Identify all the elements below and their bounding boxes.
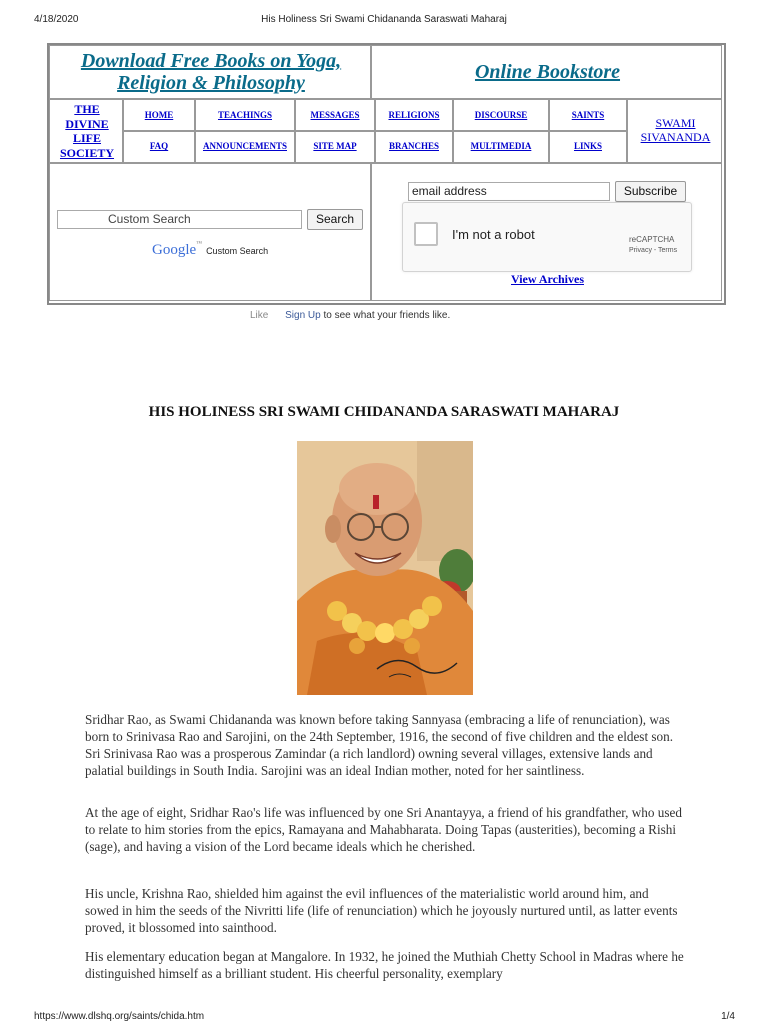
- online-bookstore-cell: [371, 45, 722, 99]
- search-button[interactable]: Search: [307, 209, 363, 230]
- swami-sivananda-line1[interactable]: SWAMI: [655, 116, 696, 130]
- nav-religions[interactable]: RELIGIONS: [388, 110, 440, 120]
- dls-line-1[interactable]: THE: [74, 102, 100, 116]
- print-footer-url: https://www.dlshq.org/saints/chida.htm: [34, 1011, 205, 1022]
- dls-line-3[interactable]: LIFE: [72, 131, 101, 145]
- article-paragraph-4: His elementary education began at Mangalore. In 1932, he joined the Muthiah Chetty School in Madras where he distinguished himself as a brilliant student. His cheerful personality, exemplary: [85, 949, 684, 981]
- search-cell: [49, 163, 371, 301]
- swami-portrait-photo: [297, 441, 473, 695]
- captcha-checkbox[interactable]: [414, 222, 438, 246]
- nav-site-map[interactable]: SITE MAP: [313, 141, 357, 151]
- view-archives-link[interactable]: View Archives: [511, 272, 584, 286]
- subscribe-button[interactable]: Subscribe: [615, 181, 686, 202]
- google-custom-search-branding: Google™ Custom Search: [152, 241, 269, 258]
- download-books-link-line2[interactable]: Religion & Philosophy: [117, 72, 305, 94]
- nav-saints[interactable]: SAINTS: [571, 110, 605, 120]
- nav-faq[interactable]: FAQ: [149, 141, 169, 151]
- article-heading: HIS HOLINESS SRI SWAMI CHIDANANDA SARASWATI MAHARAJ: [148, 404, 620, 420]
- nav-teachings[interactable]: TEACHINGS: [217, 110, 272, 120]
- nav-announcements[interactable]: ANNOUNCEMENTS: [202, 141, 287, 151]
- recaptcha-widget: [402, 202, 692, 272]
- article-paragraph-3: His uncle, Krishna Rao, shielded him against the evil influences of the materialistic world around him, and sowed in him the seeds of the Nivritti life (life of renunciation) which he joyously nurtured until, as latter events proved, it blossomed into sainthood.: [85, 886, 678, 935]
- recaptcha-brand: reCAPTCHA: [629, 235, 675, 244]
- recaptcha-privacy-terms[interactable]: Privacy - Terms: [629, 247, 678, 254]
- dls-line-4[interactable]: SOCIETY: [59, 145, 115, 160]
- article-paragraph-1: Sridhar Rao, as Swami Chidananda was known before taking Sannyasa (embracing a life of renunciation), was born to Srinivasa Rao and Sarojini, on the 24th September, 1916, the second of five children and the eldest son. Sri Srinivasa Rao was a prosperous Zamindar (a rich landlord) owning several villages, extensive lands and palatial buildings in South India. Sarojini was an ideal Indian mother, noted for her saintliness.: [85, 712, 674, 778]
- subscribe-cell: [371, 163, 722, 301]
- google-logo: Google: [152, 242, 197, 258]
- like-button[interactable]: Like: [250, 310, 269, 321]
- captcha-label: I'm not a robot: [452, 227, 535, 242]
- print-date: 4/18/2020: [34, 14, 79, 25]
- nav-home[interactable]: HOME: [144, 110, 174, 120]
- dls-line-2[interactable]: DIVINE: [65, 116, 109, 131]
- nav-branches[interactable]: BRANCHES: [388, 141, 439, 151]
- nav-messages[interactable]: MESSAGES: [310, 110, 360, 120]
- dls-logo-cell: [49, 99, 123, 163]
- email-address-input[interactable]: email address: [408, 182, 610, 201]
- google-custom-search-label: Custom Search: [206, 246, 269, 256]
- online-bookstore-link[interactable]: Online Bookstore: [474, 61, 621, 83]
- download-books-link[interactable]: Download Free Books on Yoga,: [80, 50, 342, 72]
- nav-multimedia[interactable]: MULTIMEDIA: [470, 141, 532, 151]
- site-banner: [47, 43, 726, 305]
- download-books-cell: [49, 45, 371, 99]
- nav-links[interactable]: LINKS: [573, 141, 602, 151]
- print-title: His Holiness Sri Swami Chidananda Saraswati Maharaj: [261, 14, 507, 25]
- custom-search-input[interactable]: Custom Search: [57, 210, 302, 229]
- sign-up-link[interactable]: Sign Up: [285, 310, 321, 321]
- print-footer-page: 1/4: [721, 1011, 735, 1022]
- article-paragraph-2: At the age of eight, Sridhar Rao's life was influenced by one Sri Anantayya, a friend of his grandfather, who used to relate to him stories from the epics, Ramayana and Mahabharata. Doing Tapas (austerities), becoming a Rishi (sage), and having a vision of the Lord became ideals which he cherished.: [85, 805, 682, 854]
- swami-sivananda-cell: [627, 99, 722, 163]
- social-text: to see what your friends like.: [323, 310, 451, 321]
- facebook-like-bar: [250, 310, 450, 321]
- nav-discourse[interactable]: DISCOURSE: [474, 110, 528, 120]
- swami-sivananda-line2[interactable]: SIVANANDA: [640, 130, 711, 144]
